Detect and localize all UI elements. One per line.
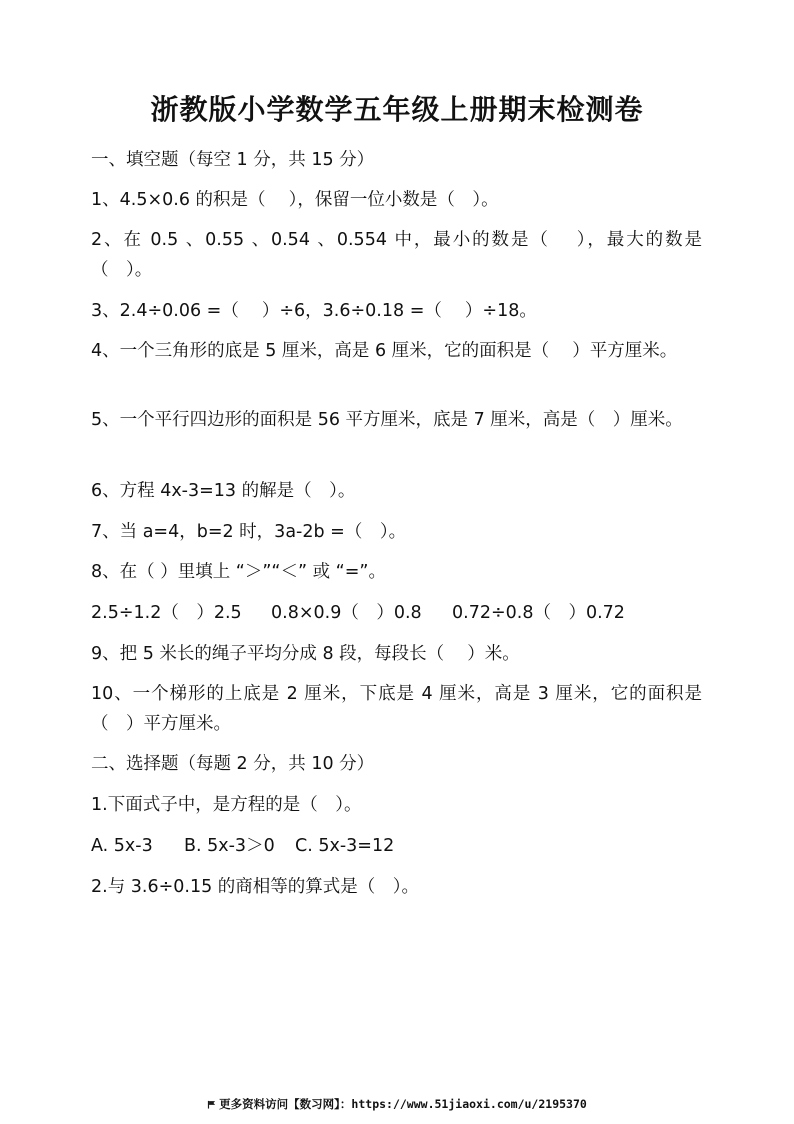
section-2-heading: 二、选择题（每题 2 分，共 10 分） xyxy=(91,754,375,774)
comparison-item-1: 2.5÷1.2（ ）2.5 xyxy=(91,603,242,623)
option-c: C. 5x-3=12 xyxy=(295,836,395,856)
question-1-4: 4、一个三角形的底是 5 厘米，高是 6 厘米，它的面积是（ ）平方厘米。 xyxy=(91,341,678,361)
question-1-3: 3、2.4÷0.06 =（ ）÷6，3.6÷0.18 =（ ）÷18。 xyxy=(91,301,537,321)
question-2-1: 1.下面式子中，是方程的是（ ）。 xyxy=(91,795,362,815)
comparison-row xyxy=(91,598,702,628)
question-1-9: 9、把 5 米长的绳子平均分成 8 段，每段长（ ）米。 xyxy=(91,644,520,664)
question-1-5: 5、一个平行四边形的面积是 56 平方厘米，底是 7 厘米，高是（ ）厘米。 xyxy=(91,410,683,430)
question-1-2: 2、在 0.5 、0.55 、0.54 、0.554 中，最小的数是（ ），最大的数是（ ）。 xyxy=(91,230,702,280)
question-1-10: 10、一个梯形的上底是 2 厘米，下底是 4 厘米，高是 3 厘米，它的面积是（ ）平方厘米。 xyxy=(91,684,702,734)
flag-icon xyxy=(207,1100,216,1109)
section-1-heading: 一、填空题（每空 1 分，共 15 分） xyxy=(91,150,375,170)
comparison-item-3: 0.72÷0.8（ ）0.72 xyxy=(452,603,625,623)
option-a: A. 5x-3 xyxy=(91,836,153,856)
question-1-7: 7、当 a=4，b=2 时，3a-2b =（ ）。 xyxy=(91,522,407,542)
page-title: 浙教版小学数学五年级上册期末检测卷 xyxy=(150,93,644,126)
question-1-1: 1、4.5×0.6 的积是（ ），保留一位小数是（ ）。 xyxy=(91,190,499,210)
question-1-6: 6、方程 4x-3=13 的解是（ ）。 xyxy=(91,481,356,501)
question-1-8: 8、在（ ）里填上 “＞”“＜” 或 “=”。 xyxy=(91,562,386,582)
footer-text: 更多资料访问【数习网】：https://www.51jiaoxi.com/u/2195370 xyxy=(219,1097,587,1111)
question-2-2: 2.与 3.6÷0.15 的商相等的算式是（ ）。 xyxy=(91,877,420,897)
footer-link[interactable] xyxy=(0,1096,794,1112)
option-b: B. 5x-3＞0 xyxy=(184,836,275,856)
comparison-item-2: 0.8×0.9（ ）0.8 xyxy=(271,603,422,623)
question-2-1-options xyxy=(91,831,702,861)
